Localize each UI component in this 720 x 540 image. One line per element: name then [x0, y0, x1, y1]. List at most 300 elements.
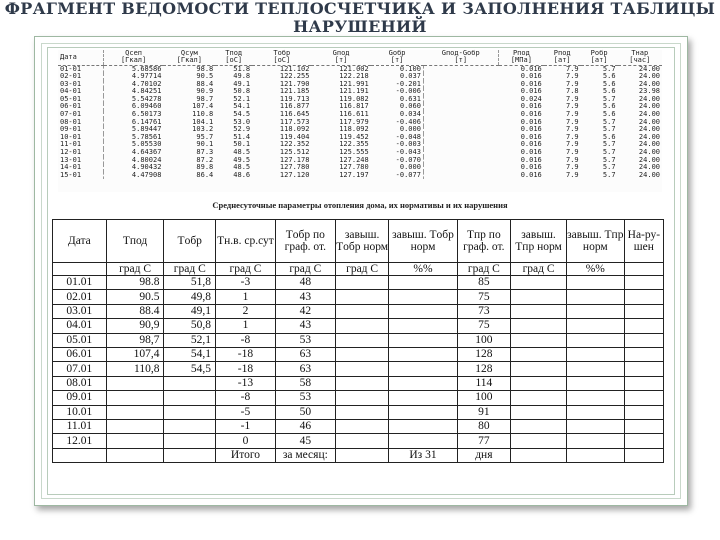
printout-cell: 0.016 — [423, 103, 543, 111]
printout-header-cell — [163, 50, 215, 65]
unit-cell: град С — [335, 263, 389, 276]
unit-cell: %% — [566, 263, 624, 276]
total-cell-empty — [164, 449, 216, 463]
printout-cell: 0.000 — [399, 125, 421, 134]
header-tnv: Tн.в. ср.сут — [216, 220, 276, 263]
table-cell: 75 — [457, 290, 511, 304]
printout-header-label: Gпод-Gобр — [441, 49, 480, 58]
printout-cell: 7.9 — [566, 125, 579, 134]
printout-cell: 88.4 — [196, 79, 214, 88]
printout-cell: 0.016 — [423, 164, 543, 172]
table-cell — [511, 290, 567, 304]
header-excess-tobr: завыш. Tобр норм — [335, 220, 389, 263]
printout-cell: 119.713 — [279, 94, 310, 103]
table-row — [53, 304, 664, 318]
table-cell — [511, 333, 567, 347]
table-cell — [335, 376, 389, 390]
table-cell: 45 — [275, 434, 335, 449]
printout-cell: 48.5 — [233, 163, 251, 172]
printout-cell: 09-01 — [60, 125, 82, 134]
table-cell — [389, 319, 457, 333]
table-row — [53, 362, 664, 376]
unit-cell: град С — [106, 263, 164, 276]
printout-header-label: Gобр — [388, 49, 406, 58]
table-cell — [624, 348, 663, 362]
printout-cell: 98.7 — [196, 94, 214, 103]
row-date: 04.01 — [53, 319, 107, 333]
printout-cell: 121.790 — [279, 79, 310, 88]
printout-cell: 0.016 — [423, 157, 543, 165]
table-cell — [566, 362, 624, 376]
row-date: 11.01 — [53, 420, 107, 434]
header-excess-tpr-pct: завыш. Tпр норм — [566, 220, 624, 263]
printout-cell: 4.97714 — [103, 73, 163, 81]
printout-cell: 5.6 — [602, 110, 616, 119]
printout-header-label: Tнар — [631, 49, 649, 58]
printout-cell: 5.6 — [602, 79, 616, 88]
table-cell: 43 — [275, 319, 335, 333]
printout-cell: 02-01 — [60, 72, 82, 81]
slide-title: ФРАГМЕНТ ВЕДОМОСТИ ТЕПЛОСЧЕТЧИКА И ЗАПОЛНЕНИЯ ТАБЛИЦЫ НАРУШЕНИЙ — [4, 0, 716, 36]
table-cell — [624, 333, 663, 347]
table-cell: 53 — [275, 391, 335, 405]
printout-cell: 6.14761 — [103, 119, 163, 127]
unit-cell: град С — [164, 263, 216, 276]
table-cell: 1 — [216, 319, 276, 333]
table-row — [53, 391, 664, 405]
printout-cell: 11-01 — [60, 140, 82, 149]
printout-cell: 119.404 — [279, 132, 310, 141]
printout-cell: 5.89447 — [103, 126, 163, 134]
table-cell — [511, 391, 567, 405]
table-cell — [389, 376, 457, 390]
table-cell: -3 — [216, 276, 276, 290]
printout-cell: 06-01 — [60, 102, 82, 111]
printout-cell: 24.00 — [638, 102, 660, 111]
table-cell — [335, 348, 389, 362]
unit-cell: град С — [216, 263, 276, 276]
printout-header-cell — [103, 50, 163, 65]
table-cell: 80 — [457, 420, 511, 434]
table-cell — [511, 348, 567, 362]
table-cell — [164, 434, 216, 449]
printout-cell: 127.780 — [339, 163, 369, 172]
row-date: 01.01 — [53, 276, 107, 290]
table-cell: 63 — [275, 362, 335, 376]
unit-cell: град С — [275, 263, 335, 276]
printout-header-label: Tобр — [273, 49, 291, 58]
printout-cell: 5.7 — [602, 94, 616, 103]
table-cell — [566, 420, 624, 434]
table-cell — [566, 333, 624, 347]
printout-cell: 51.4 — [233, 132, 251, 141]
printout-cell: 5.7 — [602, 140, 616, 149]
table-cell: 90,9 — [106, 319, 164, 333]
header-date: Дата — [53, 220, 107, 263]
printout-cell: 5.7 — [602, 64, 616, 73]
table-row — [53, 276, 664, 290]
header-excess-tpr: завыш. Tпр норм — [511, 220, 567, 263]
table-cell: 91 — [457, 405, 511, 419]
printout-cell: 53.0 — [233, 117, 251, 126]
table-cell: 1 — [216, 290, 276, 304]
printout-cell: 121.102 — [279, 64, 310, 73]
printout-cell: 0.016 — [423, 73, 543, 81]
printout-header-unit: [МПа] — [510, 56, 532, 65]
printout-cell: 107.4 — [192, 102, 214, 111]
table-cell: -5 — [216, 405, 276, 419]
printout-cell: 0.000 — [399, 163, 421, 172]
printout-header-row — [58, 50, 662, 65]
printout-cell: 0.016 — [423, 65, 543, 73]
printout-cell: 116.645 — [279, 110, 310, 119]
printout-header-unit: [ат] — [590, 56, 608, 65]
printout-cell: 117.979 — [339, 117, 369, 126]
printout-cell: -0.201 — [395, 79, 421, 88]
table-cell — [106, 376, 164, 390]
printout-cell: 119.452 — [339, 132, 369, 141]
table-cell — [624, 376, 663, 390]
table-cell — [389, 362, 457, 376]
printout-cell: 48.6 — [233, 170, 251, 179]
of-days-label: Из 31 — [389, 449, 457, 463]
printout-cell: 0.016 — [423, 111, 543, 119]
table-cell — [335, 362, 389, 376]
table-row — [53, 376, 664, 390]
header-violation: На-ру-шен — [624, 220, 663, 263]
row-date: 08.01 — [53, 376, 107, 390]
total-cell-empty — [335, 449, 389, 463]
printout-cell: 0.100 — [399, 64, 421, 73]
table-cell — [389, 391, 457, 405]
printout-header-cell — [371, 50, 424, 65]
table-cell — [566, 319, 624, 333]
printout-cell: 5.54278 — [103, 96, 163, 104]
table-cell — [566, 348, 624, 362]
table-cell — [511, 420, 567, 434]
printout-row — [58, 172, 662, 180]
total-cell-empty — [511, 449, 567, 463]
printout-header-label: Qсум — [180, 49, 198, 58]
table-cell: 85 — [457, 276, 511, 290]
printout-cell: 116.877 — [279, 102, 310, 111]
printout-cell: 50.8 — [233, 87, 251, 96]
total-cell-empty — [624, 449, 663, 463]
printout-cell: 4.80024 — [103, 157, 163, 165]
printout-header-unit: [т] — [334, 56, 348, 65]
printout-cell: 0.016 — [423, 88, 543, 96]
table-cell — [335, 391, 389, 405]
printout-header-label: Дата — [60, 52, 77, 61]
printout-header-unit: [Гкал] — [120, 56, 147, 65]
header-tpod: Tпод — [106, 220, 164, 263]
printout-header-label: Gпод — [332, 49, 350, 58]
printout-cell: 4.64367 — [103, 149, 163, 157]
printout-cell: 52.1 — [233, 94, 251, 103]
printout-body — [58, 65, 662, 179]
printout-cell: 7.9 — [566, 72, 579, 81]
printout-header-label: Pпод — [512, 49, 530, 58]
printout-header-unit: [ат] — [553, 56, 571, 65]
printout-cell: 125.555 — [339, 148, 369, 157]
table-cell: 43 — [275, 290, 335, 304]
table-cell — [389, 348, 457, 362]
table-cell — [164, 376, 216, 390]
table-cell: 49,8 — [164, 290, 216, 304]
printout-cell: 121.191 — [339, 87, 369, 96]
row-date: 07.01 — [53, 362, 107, 376]
printout-cell: 4.70102 — [103, 81, 163, 89]
printout-cell: 90.5 — [196, 72, 214, 81]
printout-cell: 4.90432 — [103, 164, 163, 172]
table-cell: 100 — [457, 333, 511, 347]
printout-cell: 122.355 — [339, 140, 369, 149]
printout-header-unit: [час] — [629, 56, 651, 65]
printout-cell: 12-01 — [60, 148, 82, 157]
table-cell: 114 — [457, 376, 511, 390]
printout-header-label: Pпод — [553, 49, 571, 58]
printout-cell: 0.060 — [399, 102, 421, 111]
printout-header-cell — [423, 50, 498, 65]
table-cell — [106, 405, 164, 419]
table-cell: -1 — [216, 420, 276, 434]
table-cell — [389, 304, 457, 318]
printout-cell: 5.7 — [602, 163, 616, 172]
printout-header-cell — [215, 50, 252, 65]
printout-cell: 5.7 — [602, 155, 616, 164]
table-cell — [511, 376, 567, 390]
table-cell: 107,4 — [106, 348, 164, 362]
printout-cell: 07-01 — [60, 110, 82, 119]
printout-cell: 24.00 — [638, 155, 660, 164]
table-cell — [164, 420, 216, 434]
printout-cell: 7.9 — [566, 132, 579, 141]
printout-cell: 7.9 — [566, 79, 579, 88]
printout-cell: 05-01 — [60, 94, 82, 103]
table-cell — [511, 434, 567, 449]
table-cell: -18 — [216, 362, 276, 376]
table-cell — [566, 391, 624, 405]
printout-header-unit: [т] — [390, 56, 404, 65]
printout-cell: 0.016 — [423, 141, 543, 149]
row-date: 06.01 — [53, 348, 107, 362]
table-cell — [624, 319, 663, 333]
row-date: 09.01 — [53, 391, 107, 405]
month-label: за месяц: — [275, 449, 335, 463]
table-cell — [389, 276, 457, 290]
printout-header-cell — [544, 50, 581, 65]
table-cell — [511, 304, 567, 318]
printout-cell: 7.9 — [566, 140, 579, 149]
printout-cell: 5.6 — [602, 132, 616, 141]
table-cell — [624, 290, 663, 304]
table-row — [53, 348, 664, 362]
table-cell: 51,8 — [164, 276, 216, 290]
printout-cell: 127.120 — [279, 170, 310, 179]
table-cell — [164, 405, 216, 419]
ledger-body — [53, 276, 664, 449]
table-cell: 110,8 — [106, 362, 164, 376]
printout-cell: 03-01 — [60, 79, 82, 88]
printout-cell: 24.00 — [638, 72, 660, 81]
printout-header-label: Pобр — [590, 49, 608, 58]
table-cell: 90.5 — [106, 290, 164, 304]
printout-cell: 7.9 — [566, 163, 579, 172]
header-tobr: Tобр — [164, 220, 216, 263]
table-cell: 63 — [275, 348, 335, 362]
printout-header-cell — [252, 50, 311, 65]
unit-cell: %% — [389, 263, 457, 276]
table-cell: 53 — [275, 333, 335, 347]
ledger-subtitle: Среднесуточные параметры отопления дома, их нормативы и их нарушения — [212, 200, 508, 210]
printout-cell: 48.5 — [233, 148, 251, 157]
printout-cell: 24.00 — [638, 170, 660, 179]
table-cell: 42 — [275, 304, 335, 318]
printout-cell: 127.178 — [279, 155, 310, 164]
printout-cell: 24.00 — [638, 132, 660, 141]
table-cell: 98,7 — [106, 333, 164, 347]
table-cell: 50 — [275, 405, 335, 419]
table-cell — [511, 319, 567, 333]
table-cell — [624, 362, 663, 376]
table-cell: -18 — [216, 348, 276, 362]
printout-cell: 0.016 — [423, 134, 543, 142]
printout-cell: 110.8 — [192, 110, 214, 119]
printout-cell: 5.7 — [602, 117, 616, 126]
table-cell: 73 — [457, 304, 511, 318]
printout-cell: 127.197 — [339, 170, 369, 179]
printout-cell: 103.2 — [192, 125, 214, 134]
row-date: 05.01 — [53, 333, 107, 347]
printout-cell: 121.185 — [279, 87, 310, 96]
printout-cell: 24.00 — [638, 163, 660, 172]
table-cell: -13 — [216, 376, 276, 390]
printout-header-cell — [58, 50, 103, 65]
printout-cell: 7.9 — [566, 110, 579, 119]
row-date: 02.01 — [53, 290, 107, 304]
total-cell-empty — [566, 449, 624, 463]
printout-cell: 5.78561 — [103, 134, 163, 142]
printout-cell: 4.84251 — [103, 88, 163, 96]
table-cell — [106, 391, 164, 405]
printout-cell: 7.9 — [566, 148, 579, 157]
table-cell — [624, 391, 663, 405]
printout-cell: 122.218 — [339, 72, 369, 81]
printout-cell: -0.070 — [395, 155, 421, 164]
row-date: 12.01 — [53, 434, 107, 449]
printout-cell: 0.024 — [423, 96, 543, 104]
ledger-header-row — [53, 220, 664, 263]
table-cell — [335, 319, 389, 333]
row-date: 03.01 — [53, 304, 107, 318]
printout-cell: 24.00 — [638, 79, 660, 88]
printout-cell: 7.9 — [566, 155, 579, 164]
unit-cell — [53, 263, 107, 276]
printout-cell: 0.037 — [399, 72, 421, 81]
printout-cell: 5.6 — [602, 87, 616, 96]
printout-cell: 24.00 — [638, 110, 660, 119]
printout-cell: 7.9 — [566, 117, 579, 126]
printout-cell: 116.817 — [339, 102, 369, 111]
table-cell — [624, 420, 663, 434]
printout-cell: 7.8 — [566, 87, 579, 96]
table-cell — [335, 333, 389, 347]
printout-cell: 5.05530 — [103, 141, 163, 149]
printout-cell: 0.016 — [423, 119, 543, 127]
printout-cell: 127.248 — [339, 155, 369, 164]
table-cell — [511, 362, 567, 376]
printout-cell: 125.512 — [279, 148, 310, 157]
ledger-units-row — [53, 263, 664, 276]
table-cell — [566, 290, 624, 304]
table-cell — [566, 376, 624, 390]
unit-cell — [624, 263, 663, 276]
table-cell — [566, 304, 624, 318]
printout-cell: 98.8 — [196, 64, 214, 73]
printout-cell: 4.47908 — [103, 172, 163, 180]
heat-meter-printout — [58, 50, 662, 192]
printout-cell: 7.9 — [566, 170, 579, 179]
total-label: Итого — [216, 449, 276, 463]
table-cell — [106, 434, 164, 449]
table-row — [53, 290, 664, 304]
table-cell: 49,1 — [164, 304, 216, 318]
table-cell — [624, 304, 663, 318]
violations-table — [52, 219, 664, 463]
printout-header-cell — [618, 50, 662, 65]
table-cell — [389, 290, 457, 304]
printout-header-cell — [499, 50, 544, 65]
table-cell: 77 — [457, 434, 511, 449]
printout-cell: 7.9 — [566, 102, 579, 111]
table-row — [53, 420, 664, 434]
table-cell — [335, 420, 389, 434]
printout-cell: -0.006 — [395, 87, 421, 96]
printout-cell: 15-01 — [60, 170, 82, 179]
printout-header-unit: [oC] — [225, 56, 243, 65]
printout-cell: 6.50173 — [103, 111, 163, 119]
printout-cell: 24.00 — [638, 148, 660, 157]
table-cell — [389, 420, 457, 434]
printout-header-cell — [581, 50, 618, 65]
table-cell: -8 — [216, 333, 276, 347]
printout-cell: 104.1 — [192, 117, 214, 126]
table-cell — [566, 405, 624, 419]
table-row — [53, 405, 664, 419]
ledger-total-row — [53, 449, 664, 463]
printout-cell: 118.092 — [339, 125, 369, 134]
printout-header-unit: [Гкал] — [176, 56, 202, 65]
table-cell: 54,1 — [164, 348, 216, 362]
days-label: дня — [457, 449, 511, 463]
printout-cell: 5.6 — [602, 102, 616, 111]
table-row — [53, 319, 664, 333]
table-cell: 52,1 — [164, 333, 216, 347]
printout-header-cell — [311, 50, 370, 65]
printout-cell: 90.9 — [196, 87, 214, 96]
printout-cell: 121.002 — [339, 64, 369, 73]
printout-cell: 119.082 — [339, 94, 369, 103]
printout-cell: 10-01 — [60, 132, 82, 141]
printout-cell: 5.68586 — [103, 65, 163, 73]
table-cell — [335, 434, 389, 449]
table-cell — [335, 304, 389, 318]
printout-cell: 23.98 — [638, 87, 660, 96]
table-cell: 100 — [457, 391, 511, 405]
table-cell — [566, 434, 624, 449]
printout-cell: 24.00 — [638, 64, 660, 73]
table-cell — [389, 333, 457, 347]
